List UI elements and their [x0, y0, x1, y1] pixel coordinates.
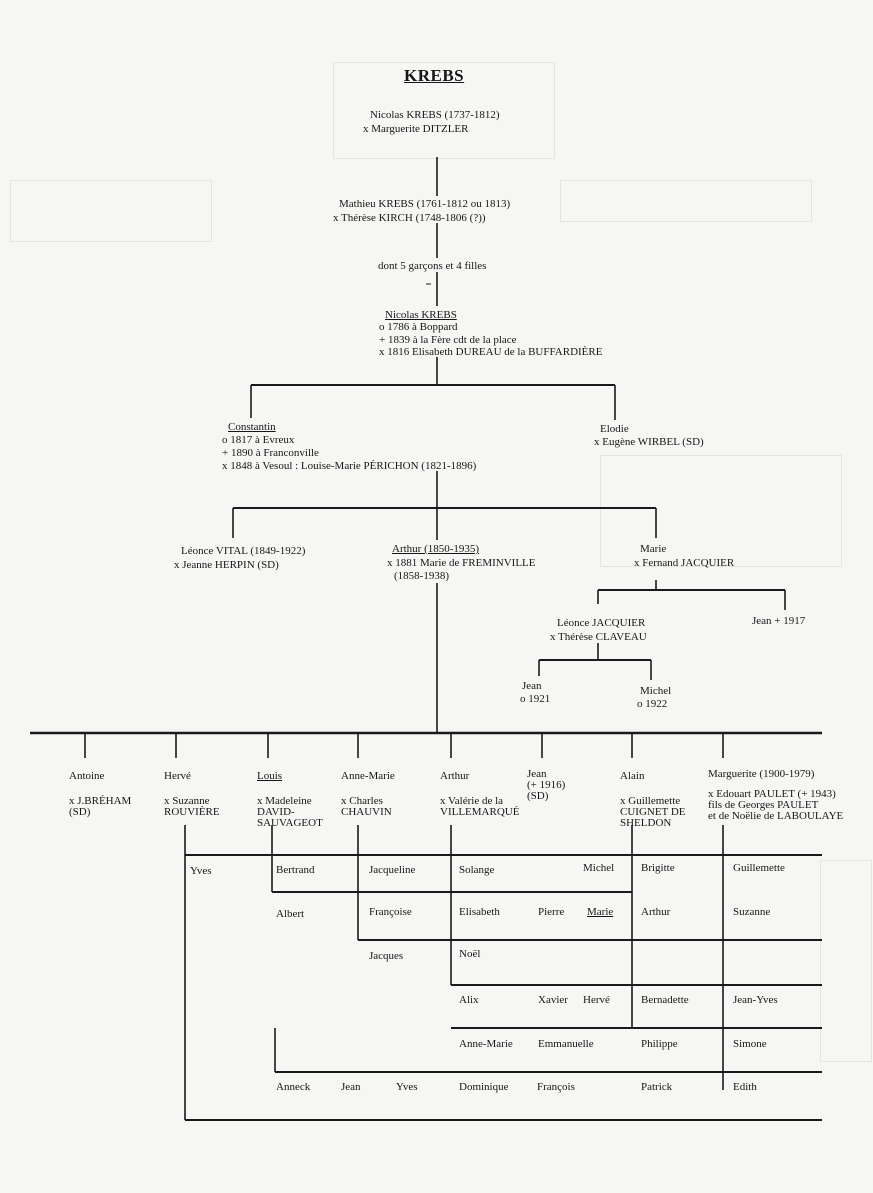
- gen7-marie: Marie: [587, 906, 614, 918]
- gen3-marriage: x 1816 Elisabeth DUREAU de la BUFFARDIÈRE: [379, 346, 603, 358]
- family-title: KREBS: [404, 66, 465, 85]
- gen2-name: Mathieu KREBS (1761-1812 ou 1813): [339, 198, 511, 210]
- gen6-alain-spouse-1: x Guillemette: [620, 795, 681, 807]
- gen6-louis-spouse-3: SAUVAGEOT: [257, 817, 323, 829]
- gen7-solange: Solange: [459, 864, 495, 876]
- gen7-brigitte: Brigitte: [641, 862, 675, 874]
- gen3-death: + 1839 à la Fère cdt de la place: [379, 334, 517, 346]
- gen7-albert: Albert: [276, 908, 305, 920]
- gen2-spouse: x Thérèse KIRCH (1748-1806 (?)): [333, 212, 486, 224]
- gen6-arthur-name: Arthur: [440, 770, 470, 782]
- gen6-antoine-name: Antoine: [69, 770, 105, 782]
- gen6-marguerite-spouse-1: x Edouart PAULET (+ 1943): [708, 788, 836, 800]
- jean-1921-birth: o 1921: [520, 693, 551, 705]
- constantin-marriage: x 1848 à Vesoul : Louise-Marie PÉRICHON (1821-1896): [222, 460, 477, 472]
- constantin-name: Constantin: [228, 421, 276, 433]
- gen7-jacqueline: Jacqueline: [369, 864, 416, 876]
- gen6-annemarie-name: Anne-Marie: [341, 770, 395, 782]
- gen7-suzanne: Suzanne: [733, 906, 771, 918]
- constantin-birth: o 1817 à Evreux: [222, 434, 295, 446]
- leonce-vital-spouse: x Jeanne HERPIN (SD): [174, 559, 279, 571]
- gen6-arthur-spouse-1: x Valérie de la: [440, 795, 504, 807]
- gen7-michel: Michel: [583, 862, 615, 874]
- gen7-pierre: Pierre: [538, 906, 565, 918]
- leonce-jacquier-name: Léonce JACQUIER: [557, 617, 646, 629]
- leonce-vital-name: Léonce VITAL (1849-1922): [181, 545, 306, 557]
- leonce-jacquier-spouse: x Thérèse CLAVEAU: [550, 631, 647, 643]
- gen6-marguerite-spouse-3: et de Noëlie de LABOULAYE: [708, 810, 844, 822]
- gen1-name: Nicolas KREBS (1737-1812): [370, 109, 500, 121]
- elodie-name: Elodie: [600, 423, 629, 435]
- gen7-bernadette: Bernadette: [641, 994, 689, 1006]
- gen7-jacques: Jacques: [369, 950, 404, 962]
- gen6-herve-name: Hervé: [164, 770, 191, 782]
- gen7-anneck: Anneck: [276, 1081, 311, 1093]
- marie-name: Marie: [640, 543, 667, 555]
- gen7-alix: Alix: [459, 994, 479, 1006]
- gen3-birth: o 1786 à Boppard: [379, 321, 458, 333]
- gen7-noel: Noël: [459, 948, 481, 960]
- gen7-edith: Edith: [733, 1081, 757, 1093]
- gen7-dominique: Dominique: [459, 1081, 509, 1093]
- gen7-arthur: Arthur: [641, 906, 671, 918]
- gen3-name: Nicolas KREBS: [385, 309, 457, 321]
- gen7-emmanuelle: Emmanuelle: [538, 1038, 594, 1050]
- elodie-spouse: x Eugène WIRBEL (SD): [594, 436, 704, 448]
- gen7-philippe: Philippe: [641, 1038, 678, 1050]
- gen6-arthur-spouse-2: VILLEMARQUÉ: [440, 806, 520, 818]
- gen7-jean: Jean: [341, 1081, 361, 1093]
- gen6-jean-spouse-2: (SD): [527, 790, 549, 802]
- gen1-spouse: x Marguerite DITZLER: [363, 123, 469, 135]
- gen7-simone: Simone: [733, 1038, 767, 1050]
- gen7-yves-bottom: Yves: [396, 1081, 418, 1093]
- gen7-elisabeth: Elisabeth: [459, 906, 500, 918]
- gen7-francoise: Françoise: [369, 906, 412, 918]
- jean-1921-name: Jean: [522, 680, 542, 692]
- michel-1922-name: Michel: [640, 685, 672, 697]
- gen6-jean-spouse-1: (+ 1916): [527, 779, 566, 791]
- gen7-bertrand: Bertrand: [276, 864, 315, 876]
- gen6-jean-name: Jean: [527, 768, 547, 780]
- gen6-marguerite-name: Marguerite (1900-1979): [708, 768, 815, 780]
- gen6-louis-name: Louis: [257, 770, 283, 782]
- arthur-1850-name: Arthur (1850-1935): [392, 543, 480, 555]
- constantin-death: + 1890 à Franconville: [222, 447, 319, 459]
- arthur-1850-dates: (1858-1938): [394, 570, 449, 582]
- gen6-herve-spouse-1: x Suzanne: [164, 795, 210, 807]
- gen7-guillemette: Guillemette: [733, 862, 785, 874]
- gen6-louis-spouse-2: DAVID-: [257, 806, 295, 818]
- gen7-herve: Hervé: [583, 994, 610, 1006]
- gen7-annemarie: Anne-Marie: [459, 1038, 513, 1050]
- gen7-jean-yves: Jean-Yves: [733, 994, 778, 1006]
- marie-spouse: x Fernand JACQUIER: [634, 557, 735, 569]
- gen6-alain-spouse-2: CUIGNET DE: [620, 806, 686, 818]
- gen6-alain-name: Alain: [620, 770, 645, 782]
- gen7-xavier: Xavier: [538, 994, 568, 1006]
- gen7-francois: François: [537, 1081, 575, 1093]
- gen6-annemarie-spouse-1: x Charles: [341, 795, 383, 807]
- jean-1917: Jean + 1917: [752, 615, 806, 627]
- michel-1922-birth: o 1922: [637, 698, 668, 710]
- gen7-yves: Yves: [190, 865, 212, 877]
- gen6-alain-spouse-3: SHELDON: [620, 817, 672, 829]
- gen7-patrick: Patrick: [641, 1081, 673, 1093]
- arthur-1850-marriage: x 1881 Marie de FREMINVILLE: [387, 557, 536, 569]
- gen6-marguerite-spouse-2: fils de Georges PAULET: [708, 799, 819, 811]
- gen6-herve-spouse-2: ROUVIÈRE: [164, 806, 220, 818]
- gen2-children-note: dont 5 garçons et 4 filles: [378, 260, 487, 272]
- gen6-louis-spouse-1: x Madeleine: [257, 795, 312, 807]
- gen6-annemarie-spouse-2: CHAUVIN: [341, 806, 392, 818]
- gen6-antoine-spouse-1: x J.BRÉHAM: [69, 795, 132, 807]
- gen6-antoine-spouse-2: (SD): [69, 806, 91, 818]
